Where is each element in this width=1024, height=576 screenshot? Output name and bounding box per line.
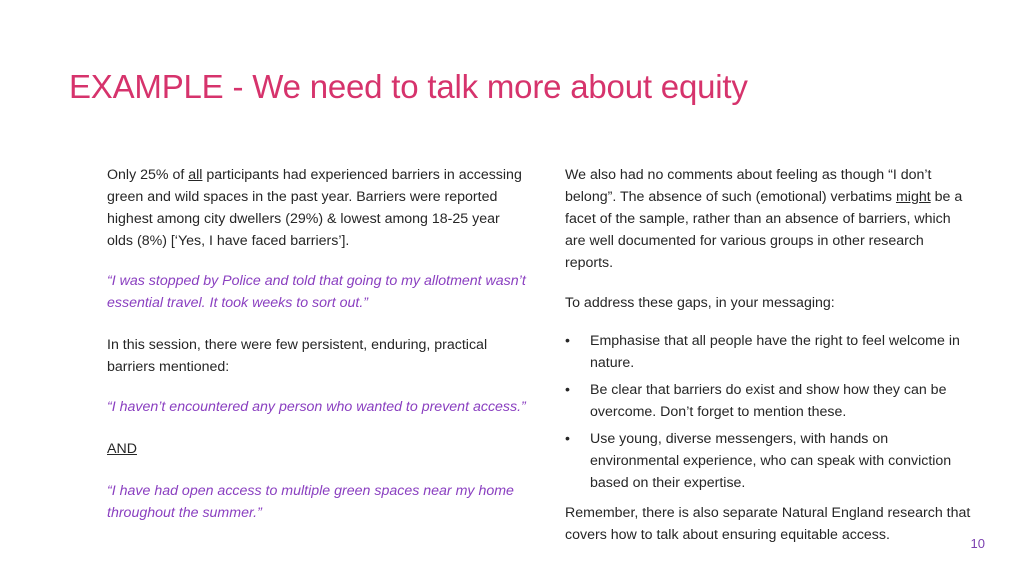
bullet-item	[565, 379, 975, 423]
belonging-paragraph	[565, 164, 975, 274]
right-column	[565, 164, 975, 546]
stats-text-start: Only 25% of	[107, 167, 189, 183]
bullet-text: Emphasise that all people have the right to feel welcome in nature.	[590, 333, 960, 371]
quote-green-spaces: “I have had open access to multiple green spaces near my home throughout the summer.”	[107, 483, 514, 521]
barriers-paragraph: In this session, there were few persistent, enduring, practical barriers mentioned:	[107, 337, 488, 375]
messaging-bullet-list	[565, 330, 975, 494]
left-column	[107, 164, 527, 524]
bullet-item	[565, 428, 975, 494]
quote-access: “I haven’t encountered any person who wanted to prevent access.”	[107, 399, 526, 415]
quote-police: “I was stopped by Police and told that going to my allotment wasn’t essential travel. It took weeks to sort out.”	[107, 273, 526, 311]
stats-paragraph	[107, 164, 527, 252]
bullet-icon: •	[565, 382, 570, 398]
stats-text-end: participants had experienced barriers in accessing green and wild spaces in the past year. Barriers were reported highest among city dwellers (29%) & lowest among 18-25 year olds (8%) [‘Yes, I have faced barriers’].	[107, 167, 522, 249]
natural-england-paragraph: Remember, there is also separate Natural England research that covers how to talk about ensuring equitable access.	[565, 505, 971, 543]
bullet-icon: •	[565, 333, 570, 349]
bullet-text: Be clear that barriers do exist and show how they can be overcome. Don’t forget to mention these.	[590, 382, 947, 420]
underlined-word-might: might	[895, 189, 931, 205]
belonging-text-start: We also had no comments about feeling as though “I don’t belong”. The absence of such (emotional) verbatims	[565, 167, 932, 205]
bullet-icon: •	[565, 431, 570, 447]
underlined-word-all: all	[188, 167, 203, 183]
gaps-intro: To address these gaps, in your messaging:	[565, 295, 835, 311]
slide-title: EXAMPLE - We need to talk more about equity	[69, 68, 748, 105]
and-label: AND	[107, 441, 137, 457]
page-number: 10	[970, 536, 985, 551]
belonging-text-end: be a facet of the sample, rather than an absence of barriers, which are well documented for various groups in other research reports.	[565, 189, 963, 271]
bullet-text: Use young, diverse messengers, with hands on environmental experience, who can speak with conviction based on their expertise.	[590, 431, 952, 491]
bullet-item	[565, 330, 975, 374]
